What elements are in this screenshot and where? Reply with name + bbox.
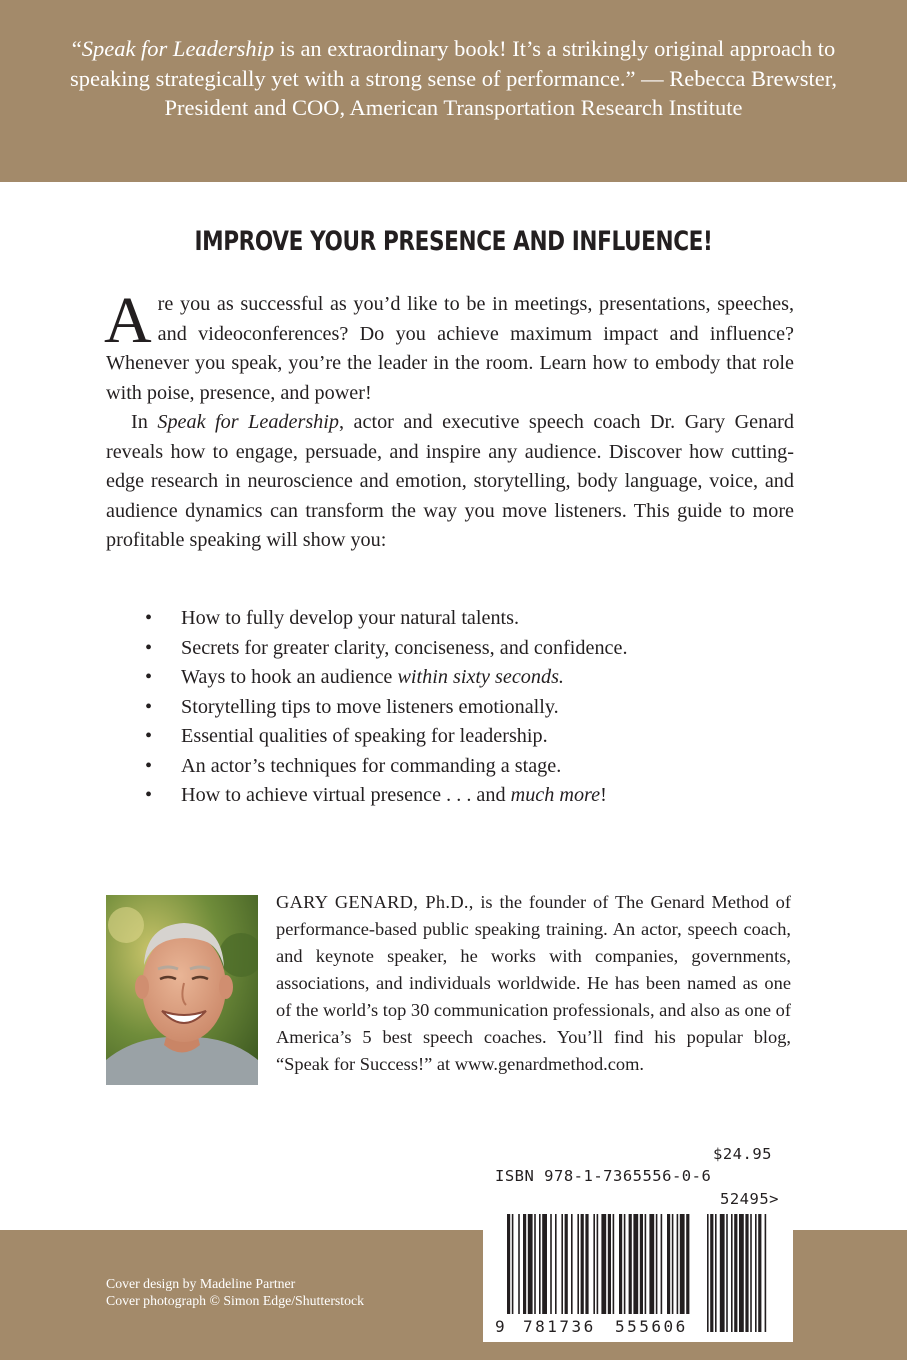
list-item: • Storytelling tips to move listeners emotionally. bbox=[145, 695, 559, 718]
description-text bbox=[104, 284, 794, 556]
list-item: • Secrets for greater clarity, conciseness, and confidence. bbox=[145, 636, 628, 659]
quote-book-title: Speak for Leadership bbox=[81, 36, 275, 61]
barcode-bar bbox=[656, 1214, 658, 1314]
barcode-bar bbox=[677, 1214, 679, 1314]
author-name: GARY GENARD, Ph.D. bbox=[276, 892, 469, 912]
barcode-bar bbox=[523, 1214, 526, 1314]
paragraph-2: In Speak for Leadership, actor and executive speech coach Dr. Gary Genard reveals how to engage, persuade, and inspire any audience. Discover how cutting-edge research in neuroscience and emotion, storytelling, body language, voice, and audience dynamics can transform the way you move listeners. This guide to more profitable speaking will show you: bbox=[106, 411, 794, 551]
list-item: • How to fully develop your natural talents. bbox=[145, 607, 520, 629]
endorsement-quote: “Speak for Leadership is an extraordinary book! It’s a strikingly original approach to speaking strategically yet with a strong sense of performance.” — Rebecca Brewster, President and COO, American Transportation Research Institute bbox=[70, 36, 837, 120]
barcode-bar bbox=[608, 1214, 611, 1314]
barcode-right-digits: 555606 bbox=[615, 1317, 688, 1336]
barcode-bar bbox=[624, 1214, 626, 1314]
isbn-number: ISBN 978-1-7365556-0-6 bbox=[495, 1167, 712, 1185]
barcode-supplement-bar bbox=[710, 1214, 713, 1332]
page-headline: IMPROVE YOUR PRESENCE AND INFLUENCE! bbox=[194, 226, 713, 257]
barcode-bar bbox=[565, 1214, 568, 1314]
barcode-supplement-bar bbox=[720, 1214, 725, 1332]
barcode-bar bbox=[577, 1214, 579, 1314]
price: $24.95 bbox=[713, 1145, 772, 1163]
barcode-bar bbox=[550, 1214, 552, 1314]
barcode-bar bbox=[649, 1214, 654, 1314]
author-bio: GARY GENARD, Ph.D., is the founder of The Genard Method of performance-based public speaking training. An actor, speech coach, and keynote speaker, he works with companies, governments, associations, and individuals worldwide. He has been named as one of the world’s top 30 communication professionals, and also as one of America’s 5 best speech coaches. You’ll find his popular blog, “Speak for Success!” at www.genardmethod.com. bbox=[276, 892, 791, 1074]
barcode-bar bbox=[661, 1214, 663, 1314]
barcode-bar bbox=[613, 1214, 615, 1314]
list-item: • An actor’s techniques for commanding a stage. bbox=[145, 754, 562, 777]
list-item: • Essential qualities of speaking for leadership. bbox=[145, 725, 548, 747]
author-photo bbox=[106, 895, 258, 1085]
barcode-supplement-bar bbox=[750, 1214, 752, 1332]
barcode-bar bbox=[619, 1214, 622, 1314]
barcode-bar bbox=[680, 1214, 685, 1314]
barcode-supplement-bar bbox=[715, 1214, 717, 1332]
credit-design: Cover design by Madeline Partner bbox=[106, 1276, 296, 1291]
barcode-bar bbox=[581, 1214, 584, 1314]
price-code: 52495> bbox=[720, 1190, 779, 1208]
barcode-bar bbox=[597, 1214, 599, 1314]
barcode-bar bbox=[585, 1214, 588, 1314]
barcode-supplement-bar bbox=[765, 1214, 767, 1332]
barcode-bar bbox=[645, 1214, 647, 1314]
barcode-bar bbox=[518, 1214, 520, 1314]
cover-credits bbox=[106, 1276, 364, 1309]
barcode-bar bbox=[555, 1214, 557, 1314]
author-portrait-illustration bbox=[106, 895, 258, 1085]
barcode-supplement-bar bbox=[745, 1214, 748, 1332]
paragraph-1: Are you as successful as you’d like to be in meetings, presentations, speeches, and videoconferences? Do you achieve maximum impact and influence? Whenever you speak, you’re the leader in the room. Learn how to embody that role with poise, presence, and power! bbox=[104, 284, 794, 404]
barcode-supplement-bar bbox=[707, 1214, 709, 1332]
barcode-box bbox=[483, 1138, 793, 1342]
barcode-icon bbox=[493, 1214, 785, 1338]
barcode-bar bbox=[534, 1214, 536, 1314]
barcode-bar bbox=[512, 1214, 514, 1314]
barcode-bar bbox=[561, 1214, 563, 1314]
barcode-supplement-bar bbox=[734, 1214, 737, 1332]
barcode-bar bbox=[571, 1214, 573, 1314]
barcode-left-digits: 781736 bbox=[523, 1317, 596, 1336]
barcode-bar bbox=[640, 1214, 643, 1314]
barcode-supplement-bar bbox=[731, 1214, 733, 1332]
benefits-list bbox=[145, 604, 795, 811]
barcode-bar bbox=[686, 1214, 689, 1314]
barcode-bar bbox=[629, 1214, 632, 1314]
barcode-supplement-bar bbox=[755, 1214, 757, 1332]
drop-cap: A bbox=[104, 284, 152, 357]
credit-photo: Cover photograph © Simon Edge/Shutterstock bbox=[106, 1292, 365, 1308]
barcode-bar bbox=[542, 1214, 547, 1314]
barcode-bar bbox=[539, 1214, 541, 1314]
list-item: • Ways to hook an audience within sixty seconds. bbox=[145, 666, 564, 688]
barcode-supplement-bar bbox=[726, 1214, 728, 1332]
list-item: • How to achieve virtual presence . . . and much more! bbox=[145, 784, 607, 806]
barcode-bar bbox=[507, 1214, 510, 1314]
barcode-bar bbox=[593, 1214, 595, 1314]
barcode-bar bbox=[633, 1214, 638, 1314]
barcode-bar bbox=[672, 1214, 674, 1314]
barcode-bar bbox=[528, 1214, 533, 1314]
barcode-supplement-bar bbox=[739, 1214, 744, 1332]
barcode-lead-digit: 9 bbox=[495, 1317, 505, 1336]
barcode-bar bbox=[601, 1214, 606, 1314]
barcode-bar bbox=[667, 1214, 670, 1314]
barcode-supplement-bar bbox=[758, 1214, 761, 1332]
